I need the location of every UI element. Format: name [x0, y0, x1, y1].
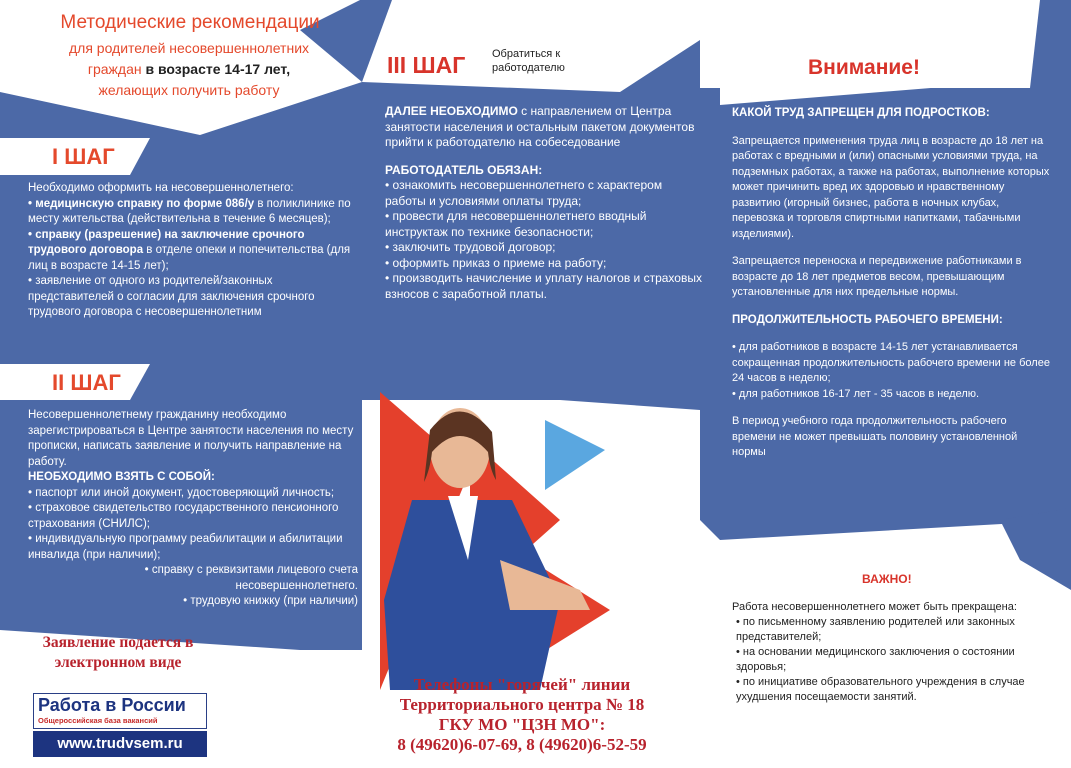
attention-text	[732, 106, 1052, 473]
hotline-line1: Телефоны "горячей" линии	[413, 675, 631, 694]
step1-item2-bold: • справку (разрешение) на заключение срочного трудового договора	[28, 228, 305, 256]
subtitle-comma: ,	[286, 61, 291, 77]
step1-text	[28, 181, 358, 321]
subtitle-age: в возрасте 14-17 лет	[145, 61, 287, 77]
forbidden-paragraph2: Запрещается переноска и передвижение работниками в возрасте до 18 лет предметов весом, превышающим установленные для них предельные нормы.	[732, 255, 1022, 298]
electronic-application-note	[18, 633, 218, 673]
step2-item4: • справку с реквизитами лицевого счета несовершеннолетнего.	[144, 564, 358, 592]
employer-item1: • ознакомить несовершеннолетнего с характером работы и условиями оплаты труда;	[385, 178, 663, 208]
note-line2: электронном виде	[54, 654, 182, 671]
important-text	[732, 600, 1052, 705]
subtitle-line1: для родителей несовершеннолетних	[68, 40, 310, 56]
logo-subtitle: Общероссийская база вакансий	[38, 716, 158, 725]
step2-intro: Несовершеннолетнему гражданину необходимо зарегистрироваться в Центре занятости населения по месту прописки, написать заявление и получить направление на работу.	[28, 409, 354, 468]
important-title: ВАЖНО!	[862, 572, 912, 586]
bottom-right-blue-shape	[1000, 508, 1071, 590]
important-item2: • на основании медицинского заключения о состоянии здоровья;	[736, 646, 1015, 673]
duration-title: ПРОДОЛЖИТЕЛЬНОСТЬ РАБОЧЕГО ВРЕМЕНИ:	[732, 313, 1003, 326]
employer-item3: • заключить трудовой договор;	[385, 240, 556, 254]
step3-paragraph-rest: с направлением от Центра занятости населения и остальным пакетом документов прийти к работодателю на собеседование	[385, 104, 695, 149]
step2-item1: • паспорт или иной документ, удостоверяющий личность;	[28, 486, 335, 499]
step1-item2-rest: в отделе опеки и попечительства (для лиц в возрасте 14-15 лет);	[28, 244, 351, 272]
step1-label: I ШАГ	[52, 144, 115, 169]
hotline-phones[interactable]: 8 (49620)6-07-69, 8 (49620)6-52-59	[397, 735, 647, 754]
important-intro: Работа несовершеннолетнего может быть прекращена:	[732, 601, 1017, 613]
step1-item1-rest: в поликлинике по месту жительства (действительна в течение 6 месяцев);	[28, 197, 351, 225]
step2-need-title: НЕОБХОДИМО ВЗЯТЬ С СОБОЙ:	[28, 471, 215, 483]
forbidden-title: КАКОЙ ТРУД ЗАПРЕЩЕН ДЛЯ ПОДРОСТКОВ:	[732, 107, 990, 119]
important-item3: • по инициативе образовательного учреждения в случае ухудшения посещаемости занятий.	[736, 676, 1025, 703]
employer-item4: • оформить приказ о приеме на работу;	[385, 255, 607, 270]
step2-label: II ШАГ	[52, 370, 121, 395]
step1-intro: Необходимо оформить на несовершеннолетнего:	[28, 182, 294, 194]
website-link[interactable]: www.trudvsem.ru	[33, 731, 207, 757]
note-line1: Заявление подается в	[42, 634, 194, 651]
subtitle-line3: желающих получить работу	[98, 82, 280, 98]
step2-text	[28, 408, 358, 610]
duration-item1: • для работников в возрасте 14-15 лет устанавливается сокращенная продолжительность рабочего времени не более 24 часов в неделю;	[732, 341, 1050, 384]
forbidden-paragraph1: Запрещается применения труда лиц в возрасте до 18 лет на работах с вредными и (или) опасными условиями труда, на подземных работах, а также на работах, выполнение которых может причинить вред их здоровью и нравственному развитию (игорный бизнес, работа в ночных клубах, перевозка и торговля спиртными напитками, табачными изделиями).	[732, 134, 1050, 240]
logo-title: Работа в России	[38, 695, 186, 715]
step2-item3: • индивидуальную программу реабилитации и абилитации инвалида (при наличии);	[28, 533, 343, 561]
step2-item5: • трудовую книжку (при наличии)	[183, 595, 358, 607]
step1-item1	[28, 197, 358, 228]
step3-paragraph	[385, 104, 705, 151]
step3-label: III ШАГ	[387, 52, 466, 78]
employer-item2: • провести для несовершеннолетнего вводный инструктаж по технике безопасности;	[385, 209, 647, 239]
hotline-line3: ГКУ МО "ЦЗН МО":	[438, 715, 606, 734]
step3-text	[385, 104, 705, 302]
hotline-block	[372, 675, 672, 755]
step3-subtitle: Обратиться к работодателю	[492, 48, 565, 74]
step3-paragraph-bold: ДАЛЕЕ НЕОБХОДИМО	[385, 104, 518, 118]
step1-item1-bold: • медицинскую справку по форме 086/у	[28, 197, 255, 210]
employer-obliged-title: РАБОТОДАТЕЛЬ ОБЯЗАН:	[385, 162, 543, 177]
light-blue-triangle	[545, 420, 605, 490]
step1-item2	[28, 228, 358, 275]
duration-item2: • для работников 16-17 лет - 35 часов в неделю.	[732, 387, 980, 400]
subtitle-line2	[14, 59, 364, 80]
document-title: Методические рекомендации	[60, 12, 320, 33]
duration-paragraph: В период учебного года продолжительность рабочего времени не может превышать половину установленной нормы	[732, 415, 1018, 458]
document-subtitle	[14, 38, 364, 101]
attention-title: Внимание!	[808, 56, 920, 79]
employer-item5: • производить начисление и уплату налогов и страховых взносов с заработной платы.	[385, 271, 702, 301]
step1-item3: • заявление от одного из родителей/законных представителей о согласии для заключения срочного трудового договора с несовершеннолетним	[28, 275, 315, 318]
subtitle-part-a: граждан	[87, 61, 146, 77]
step2-item2: • страховое свидетельство государственного пенсионного страхования (СНИЛС);	[28, 502, 339, 530]
hotline-line2: Территориального центра № 18	[399, 695, 645, 714]
important-item1: • по письменному заявлению родителей или законных представителей;	[736, 616, 1015, 643]
